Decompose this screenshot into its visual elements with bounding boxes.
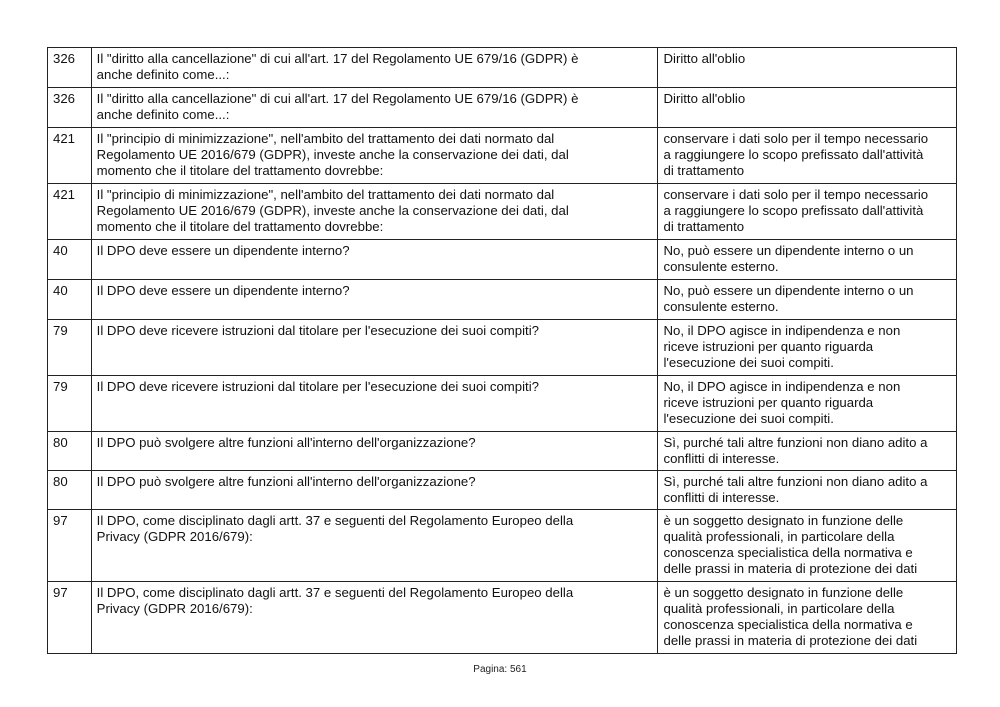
table-row [48, 320, 957, 376]
table-row [48, 184, 957, 240]
answer-cell: Sì, purché tali altre funzioni non diano adito a conflitti di interesse. [658, 432, 957, 471]
question-cell: Il DPO può svolgere altre funzioni all'interno dell'organizzazione? [91, 471, 658, 510]
question-cell: Il "diritto alla cancellazione" di cui all'art. 17 del Regolamento UE 679/16 (GDPR) è anche definito come...: [91, 48, 658, 88]
question-id-cell: 80 [48, 432, 92, 471]
answer-cell: Diritto all'oblio [658, 48, 957, 88]
question-id-cell: 80 [48, 471, 92, 510]
question-id-cell: 79 [48, 376, 92, 432]
table-row [48, 240, 957, 280]
qa-table [47, 47, 957, 654]
table-row [48, 376, 957, 432]
question-cell: Il "principio di minimizzazione", nell'ambito del trattamento dei dati normato dal Regolamento UE 2016/679 (GDPR), investe anche la conservazione dei dati, dal momento che il titolare del trattamento dovrebbe: [91, 184, 658, 240]
answer-cell: No, può essere un dipendente interno o un consulente esterno. [658, 240, 957, 280]
answer-cell: è un soggetto designato in funzione delle qualità professionali, in particolare della conoscenza specialistica della normativa e delle prassi in materia di protezione dei dati [658, 582, 957, 654]
question-cell: Il DPO deve ricevere istruzioni dal titolare per l'esecuzione dei suoi compiti? [91, 320, 658, 376]
answer-cell: conservare i dati solo per il tempo necessario a raggiungere lo scopo prefissato dall'attività di trattamento [658, 184, 957, 240]
table-row [48, 48, 957, 88]
question-id-cell: 79 [48, 320, 92, 376]
question-cell: Il "principio di minimizzazione", nell'ambito del trattamento dei dati normato dal Regolamento UE 2016/679 (GDPR), investe anche la conservazione dei dati, dal momento che il titolare del trattamento dovrebbe: [91, 128, 658, 184]
question-cell: Il DPO può svolgere altre funzioni all'interno dell'organizzazione? [91, 432, 658, 471]
answer-cell: No, può essere un dipendente interno o un consulente esterno. [658, 280, 957, 320]
question-id-cell: 97 [48, 582, 92, 654]
table-row [48, 582, 957, 654]
question-cell: Il DPO, come disciplinato dagli artt. 37 e seguenti del Regolamento Europeo della Privacy (GDPR 2016/679): [91, 510, 658, 582]
question-cell: Il DPO deve essere un dipendente interno? [91, 280, 658, 320]
answer-cell: No, il DPO agisce in indipendenza e non riceve istruzioni per quanto riguarda l'esecuzione dei suoi compiti. [658, 320, 957, 376]
question-cell: Il DPO deve ricevere istruzioni dal titolare per l'esecuzione dei suoi compiti? [91, 376, 658, 432]
question-id-cell: 326 [48, 48, 92, 88]
question-id-cell: 421 [48, 128, 92, 184]
question-cell: Il DPO, come disciplinato dagli artt. 37 e seguenti del Regolamento Europeo della Privacy (GDPR 2016/679): [91, 582, 658, 654]
table-row [48, 88, 957, 128]
answer-cell: Diritto all'oblio [658, 88, 957, 128]
table-row [48, 471, 957, 510]
table-row [48, 128, 957, 184]
answer-cell: No, il DPO agisce in indipendenza e non riceve istruzioni per quanto riguarda l'esecuzione dei suoi compiti. [658, 376, 957, 432]
answer-cell: Sì, purché tali altre funzioni non diano adito a conflitti di interesse. [658, 471, 957, 510]
question-id-cell: 97 [48, 510, 92, 582]
table-row [48, 432, 957, 471]
table-row [48, 510, 957, 582]
answer-cell: è un soggetto designato in funzione delle qualità professionali, in particolare della conoscenza specialistica della normativa e delle prassi in materia di protezione dei dati [658, 510, 957, 582]
answer-cell: conservare i dati solo per il tempo necessario a raggiungere lo scopo prefissato dall'attività di trattamento [658, 128, 957, 184]
question-id-cell: 326 [48, 88, 92, 128]
question-cell: Il "diritto alla cancellazione" di cui all'art. 17 del Regolamento UE 679/16 (GDPR) è anche definito come...: [91, 88, 658, 128]
question-cell: Il DPO deve essere un dipendente interno? [91, 240, 658, 280]
question-id-cell: 421 [48, 184, 92, 240]
question-id-cell: 40 [48, 240, 92, 280]
question-id-cell: 40 [48, 280, 92, 320]
page-number: Pagina: 561 [473, 664, 527, 675]
table-row [48, 280, 957, 320]
